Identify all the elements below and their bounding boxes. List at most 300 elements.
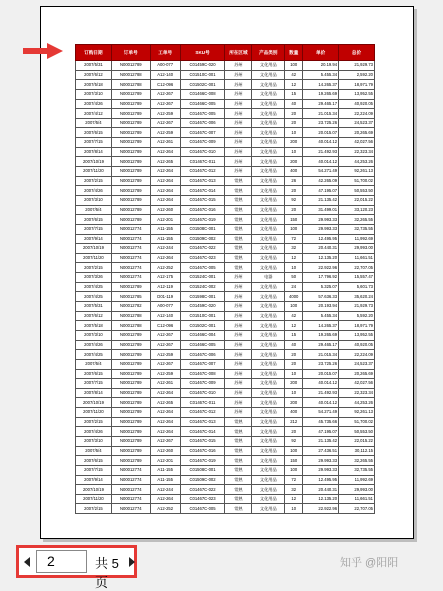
table-cell: N00012788: [111, 80, 150, 90]
table-cell: 文化用品: [252, 485, 285, 495]
table-cell: 2007/3/10: [76, 195, 112, 205]
table-cell: N00012789: [111, 89, 150, 99]
table-cell: A12-260: [150, 205, 180, 215]
table-cell: C01467C-008: [180, 369, 225, 379]
table-cell: N00012789: [111, 157, 150, 167]
table-cell: 42.265.09: [303, 176, 339, 186]
table-cell: N00012774: [111, 224, 150, 234]
table-cell: 2007/5/4: [76, 205, 112, 215]
table-cell: 44,253.26: [339, 398, 375, 408]
table-row: [76, 388, 375, 398]
table-cell: 苏州: [225, 118, 252, 128]
table-cell: 14.265.37: [303, 80, 339, 90]
table-cell: 24,523.37: [339, 359, 375, 369]
table-cell: 12.495.95: [303, 234, 339, 244]
table-cell: 2007/5/4: [76, 359, 112, 369]
table-cell: A12-264: [150, 253, 180, 263]
table-cell: A12-259: [150, 128, 180, 138]
current-page-input[interactable]: 2: [36, 550, 87, 573]
table-cell: 22,015.22: [339, 195, 375, 205]
table-cell: 文化用品: [252, 263, 285, 273]
table-cell: 常熟: [225, 263, 252, 273]
table-cell: N00012774: [111, 475, 150, 485]
table-cell: A12-244: [150, 244, 180, 254]
table-cell: N00012789: [111, 195, 150, 205]
table-cell: 文化用品: [252, 118, 285, 128]
table-cell: 40,920.05: [339, 99, 375, 109]
table-cell: 200: [285, 379, 303, 389]
table-cell: 文化用品: [252, 446, 285, 456]
table-cell: 19.265.69: [303, 330, 339, 340]
table-cell: 22,323.34: [339, 388, 375, 398]
table-row: [76, 456, 375, 466]
column-header: 总价: [339, 45, 375, 61]
table-row: [76, 446, 375, 456]
table-cell: 2007/4/26: [76, 99, 112, 109]
table-cell: C01524C-002: [180, 282, 225, 292]
column-header: SKU号: [180, 45, 225, 61]
table-cell: A12-267: [150, 359, 180, 369]
table-row: [76, 147, 375, 157]
table-cell: 常熟: [225, 446, 252, 456]
table-cell: 10: [285, 369, 303, 379]
table-cell: 2007/11/20: [76, 167, 112, 177]
table-cell: 文化用品: [252, 379, 285, 389]
table-cell: C01467C-011: [180, 157, 225, 167]
table-cell: 32,735.55: [339, 465, 375, 475]
table-cell: 42: [285, 70, 303, 80]
table-row: [76, 398, 375, 408]
table-cell: 2007/5/4: [76, 446, 112, 456]
table-cell: 文化用品: [252, 369, 285, 379]
table-cell: 32: [285, 485, 303, 495]
table-cell: 2007/3/10: [76, 436, 112, 446]
table-cell: 20,265.69: [339, 369, 375, 379]
table-cell: A12-201: [150, 456, 180, 466]
table-cell: 文化用品: [252, 99, 285, 109]
table-cell: 15,557.47: [339, 273, 375, 283]
table-cell: 57.636.33: [303, 292, 339, 302]
table-cell: A11-155: [150, 234, 180, 244]
table-cell: 54.271.49: [303, 167, 339, 177]
table-cell: 20,265.69: [339, 128, 375, 138]
table-cell: 20: [285, 186, 303, 196]
table-cell: 44,253.26: [339, 157, 375, 167]
table-cell: 苏州: [225, 80, 252, 90]
table-cell: N00012789: [111, 340, 150, 350]
table-cell: C01502C-001: [180, 80, 225, 90]
table-cell: 2007/5/31: [76, 302, 112, 312]
table-cell: 2007/9/14: [76, 475, 112, 485]
page-navigator: [16, 545, 137, 590]
table-cell: N00012789: [111, 379, 150, 389]
table-cell: 常熟: [225, 224, 252, 234]
table-cell: 苏州: [225, 379, 252, 389]
table-cell: N00012789: [111, 205, 150, 215]
table-cell: C01466C-008: [180, 89, 225, 99]
table-cell: 22,707.05: [339, 504, 375, 514]
table-cell: 50: [285, 273, 303, 283]
table-cell: 2007/10/19: [76, 244, 112, 254]
table-cell: C01467C-007: [180, 128, 225, 138]
table-cell: 15: [285, 330, 303, 340]
table-cell: 电器: [252, 273, 285, 283]
total-pages-label: 共 5 页: [95, 556, 119, 590]
table-cell: N00012789: [111, 186, 150, 196]
table-cell: 文化用品: [252, 244, 285, 254]
table-cell: 11,992.69: [339, 475, 375, 485]
table-row: [76, 61, 375, 71]
table-cell: 苏州: [225, 147, 252, 157]
table-cell: A12-264: [150, 167, 180, 177]
table-cell: N00012789: [111, 417, 150, 427]
table-cell: 文化用品: [252, 398, 285, 408]
table-cell: A12-244: [150, 485, 180, 495]
column-header: 订单号: [111, 45, 150, 61]
table-cell: C01598C-001: [180, 292, 225, 302]
table-cell: A12-260: [150, 446, 180, 456]
table-cell: N00012789: [111, 61, 150, 71]
table-cell: 2007/4/25: [76, 282, 112, 292]
table-cell: C01467C-015: [180, 436, 225, 446]
table-cell: 苏州: [225, 369, 252, 379]
table-cell: 11,661.51: [339, 494, 375, 504]
table-cell: 常熟: [225, 475, 252, 485]
table-cell: 29.465.17: [303, 99, 339, 109]
prev-page-icon[interactable]: [24, 557, 30, 567]
table-cell: C01467C-010: [180, 147, 225, 157]
table-cell: 常熟: [225, 427, 252, 437]
table-cell: A12-267: [150, 340, 180, 350]
table-cell: 30,112.15: [339, 446, 375, 456]
table-cell: N00012789: [111, 109, 150, 119]
table-cell: 苏州: [225, 388, 252, 398]
table-cell: A12-267: [150, 99, 180, 109]
table-cell: 200: [285, 138, 303, 148]
table-cell: 苏州: [225, 408, 252, 418]
column-header: 数量: [285, 45, 303, 61]
table-cell: N00012774: [111, 485, 150, 495]
table-cell: C01467C-013: [180, 417, 225, 427]
table-cell: 2007/3/10: [76, 89, 112, 99]
table-cell: 10: [285, 147, 303, 157]
table-cell: A12-140: [150, 70, 180, 80]
table-cell: 2007/11/20: [76, 408, 112, 418]
table-cell: 42,027.56: [339, 379, 375, 389]
table-row: [76, 379, 375, 389]
table-cell: C01508C-001: [180, 224, 225, 234]
table-cell: C01467C-006: [180, 118, 225, 128]
table-cell: 21.492.93: [303, 388, 339, 398]
table-cell: A12-267: [150, 89, 180, 99]
table-cell: 文化用品: [252, 340, 285, 350]
table-cell: 42: [285, 311, 303, 321]
data-table: [75, 44, 375, 514]
table-cell: 文化用品: [252, 311, 285, 321]
table-cell: 100: [285, 224, 303, 234]
table-cell: 40,920.05: [339, 340, 375, 350]
table-cell: N00012789: [111, 167, 150, 177]
table-cell: A11-155: [150, 465, 180, 475]
table-cell: 92: [285, 195, 303, 205]
table-cell: 2007/4/26: [76, 427, 112, 437]
table-row: [76, 128, 375, 138]
table-cell: C01524C-001: [180, 273, 225, 283]
table-cell: 13,952.55: [339, 89, 375, 99]
table-cell: N00012774: [111, 263, 150, 273]
table-cell: 文化用品: [252, 417, 285, 427]
table-cell: 苏州: [225, 311, 252, 321]
table-cell: N00012788: [111, 70, 150, 80]
table-cell: 文化用品: [252, 195, 285, 205]
table-cell: 文化用品: [252, 234, 285, 244]
table-cell: 2007/6/12: [76, 70, 112, 80]
table-cell: 21.492.93: [303, 147, 339, 157]
table-cell: A11-155: [150, 475, 180, 485]
table-cell: A12-265: [150, 398, 180, 408]
table-cell: 100: [285, 465, 303, 475]
table-cell: 21.135.42: [303, 195, 339, 205]
table-cell: 22,224.09: [339, 109, 375, 119]
table-cell: 22,015.22: [339, 436, 375, 446]
table-cell: 苏州: [225, 330, 252, 340]
table-cell: A11-155: [150, 224, 180, 234]
table-row: [76, 408, 375, 418]
table-cell: 2007/2/15: [76, 263, 112, 273]
table-cell: 20: [285, 205, 303, 215]
table-cell: 苏州: [225, 109, 252, 119]
table-cell: A12-267: [150, 118, 180, 128]
table-cell: 40.014.12: [303, 157, 339, 167]
table-cell: 21.135.42: [303, 436, 339, 446]
table-cell: C01467C-006: [180, 350, 225, 360]
table-cell: 29.993.33: [303, 215, 339, 225]
table-cell: 2,592.20: [339, 70, 375, 80]
table-cell: C01502C-001: [180, 321, 225, 331]
table-cell: N00012789: [111, 427, 150, 437]
table-cell: A12-252: [150, 263, 180, 273]
table-cell: 5,601.73: [339, 282, 375, 292]
table-row: [76, 475, 375, 485]
table-cell: 400: [285, 167, 303, 177]
table-cell: 文化用品: [252, 167, 285, 177]
table-cell: 常熟: [225, 234, 252, 244]
table-cell: 2007/10/19: [76, 398, 112, 408]
table-cell: 常熟: [225, 456, 252, 466]
table-cell: 20: [285, 118, 303, 128]
table-cell: A12-265: [150, 157, 180, 167]
table-cell: 文化用品: [252, 494, 285, 504]
table-cell: C01509C-002: [180, 234, 225, 244]
table-cell: N00012788: [111, 321, 150, 331]
table-cell: 5.455.34: [303, 70, 339, 80]
table-cell: N00012789: [111, 369, 150, 379]
table-row: [76, 263, 375, 273]
table-cell: C01467C-019: [180, 456, 225, 466]
column-header: 产品类别: [252, 45, 285, 61]
table-cell: 苏州: [225, 61, 252, 71]
table-cell: 文化用品: [252, 253, 285, 263]
table-cell: A12-140: [150, 311, 180, 321]
table-cell: A12-264: [150, 427, 180, 437]
table-cell: A12-264: [150, 494, 180, 504]
table-cell: 文化用品: [252, 138, 285, 148]
table-cell: 42,027.56: [339, 138, 375, 148]
table-cell: C01467C-010: [180, 388, 225, 398]
table-cell: 常熟: [225, 494, 252, 504]
table-cell: N00012789: [111, 456, 150, 466]
table-container: [75, 44, 375, 514]
table-cell: 24: [285, 282, 303, 292]
table-cell: 11,661.51: [339, 253, 375, 263]
table-cell: 100: [285, 446, 303, 456]
table-cell: 苏州: [225, 350, 252, 360]
table-cell: 40: [285, 340, 303, 350]
table-cell: 2007/10/19: [76, 157, 112, 167]
table-cell: 文化用品: [252, 224, 285, 234]
table-cell: 150: [285, 215, 303, 225]
table-cell: 文化用品: [252, 61, 285, 71]
table-cell: C01467C-014: [180, 427, 225, 437]
table-cell: N00012789: [111, 446, 150, 456]
table-cell: 文化用品: [252, 215, 285, 225]
table-cell: C01467C-009: [180, 138, 225, 148]
table-cell: 5.455.34: [303, 311, 339, 321]
table-cell: 40.014.12: [303, 398, 339, 408]
table-cell: N00012789: [111, 330, 150, 340]
table-cell: 12.495.95: [303, 475, 339, 485]
table-row: [76, 70, 375, 80]
table-cell: 4000: [285, 292, 303, 302]
table-row: [76, 99, 375, 109]
table-cell: 20.015.07: [303, 369, 339, 379]
table-cell: A12-264: [150, 388, 180, 398]
table-cell: 29.993.33: [303, 456, 339, 466]
column-header: 工单号: [150, 45, 180, 61]
table-cell: C01510C-001: [180, 311, 225, 321]
print-preview-page: [40, 6, 414, 539]
table-cell: N00012789: [111, 147, 150, 157]
table-cell: 文化用品: [252, 176, 285, 186]
table-cell: 12: [285, 321, 303, 331]
table-cell: 2007/11/20: [76, 494, 112, 504]
table-cell: 31.499.01: [303, 205, 339, 215]
table-cell: 20: [285, 427, 303, 437]
table-cell: N00012774: [111, 234, 150, 244]
table-row: [76, 205, 375, 215]
table-cell: A12-175: [150, 273, 180, 283]
table-cell: 150: [285, 456, 303, 466]
table-cell: 21,929.73: [339, 302, 375, 312]
table-cell: 72: [285, 475, 303, 485]
table-cell: 92: [285, 436, 303, 446]
table-cell: 2007/6/12: [76, 311, 112, 321]
table-cell: C01467C-005: [180, 109, 225, 119]
table-cell: 文化用品: [252, 89, 285, 99]
table-cell: 12: [285, 494, 303, 504]
table-cell: 文化用品: [252, 109, 285, 119]
table-cell: 文化用品: [252, 350, 285, 360]
table-row: [76, 118, 375, 128]
table-cell: 文化用品: [252, 128, 285, 138]
table-cell: 文化用品: [252, 427, 285, 437]
table-row: [76, 89, 375, 99]
table-row: [76, 234, 375, 244]
table-cell: C01466C-004: [180, 330, 225, 340]
table-cell: 文化用品: [252, 157, 285, 167]
table-cell: A00-077: [150, 61, 180, 71]
table-cell: A00-077: [150, 302, 180, 312]
table-cell: 2007/5/31: [76, 61, 112, 71]
table-cell: 50,553.50: [339, 427, 375, 437]
table-cell: N00012789: [111, 359, 150, 369]
table-cell: A12-264: [150, 147, 180, 157]
table-cell: N00012789: [111, 99, 150, 109]
table-row: [76, 186, 375, 196]
table-cell: 苏州: [225, 157, 252, 167]
table-cell: 2007/8/14: [76, 388, 112, 398]
table-cell: 文化用品: [252, 302, 285, 312]
table-cell: 苏州: [225, 340, 252, 350]
table-cell: N00012788: [111, 311, 150, 321]
table-row: [76, 224, 375, 234]
table-cell: 文化用品: [252, 504, 285, 514]
table-cell: N00012789: [111, 138, 150, 148]
table-cell: C01467C-014: [180, 186, 225, 196]
table-cell: C01467C-005: [180, 263, 225, 273]
table-cell: 29.993.33: [303, 224, 339, 234]
table-cell: C01467C-009: [180, 379, 225, 389]
table-cell: 40: [285, 99, 303, 109]
table-cell: 2007/4/25: [76, 292, 112, 302]
table-cell: 2007/6/15: [76, 456, 112, 466]
table-cell: 文化用品: [252, 465, 285, 475]
table-cell: 19.265.69: [303, 89, 339, 99]
table-cell: N00012789: [111, 350, 150, 360]
table-cell: A12-261: [150, 379, 180, 389]
table-cell: 常熟: [225, 504, 252, 514]
table-cell: 22,707.05: [339, 263, 375, 273]
table-cell: 23.725.26: [303, 118, 339, 128]
table-cell: 常熟: [225, 215, 252, 225]
table-cell: 常熟: [225, 195, 252, 205]
table-cell: 51,700.02: [339, 176, 375, 186]
next-page-icon[interactable]: [129, 557, 135, 567]
table-cell: 100: [285, 302, 303, 312]
table-cell: 200: [285, 398, 303, 408]
table-cell: C01459C-020: [180, 61, 225, 71]
table-cell: C01466C-005: [180, 99, 225, 109]
table-cell: 10: [285, 128, 303, 138]
table-cell: 10: [285, 504, 303, 514]
table-cell: C01467C-016: [180, 446, 225, 456]
table-cell: 文化用品: [252, 456, 285, 466]
table-cell: 苏州: [225, 99, 252, 109]
table-cell: 32,265.55: [339, 215, 375, 225]
table-cell: 29,993.00: [339, 485, 375, 495]
table-cell: N00012789: [111, 282, 150, 292]
table-row: [76, 436, 375, 446]
table-cell: 文化用品: [252, 436, 285, 446]
table-cell: C01467C-019: [180, 215, 225, 225]
table-cell: A12-261: [150, 138, 180, 148]
table-cell: N00012782: [111, 302, 150, 312]
table-cell: 12.135.20: [303, 494, 339, 504]
table-cell: 21.015.34: [303, 350, 339, 360]
table-row: [76, 176, 375, 186]
table-cell: 10: [285, 263, 303, 273]
table-cell: N00012785: [111, 292, 150, 302]
